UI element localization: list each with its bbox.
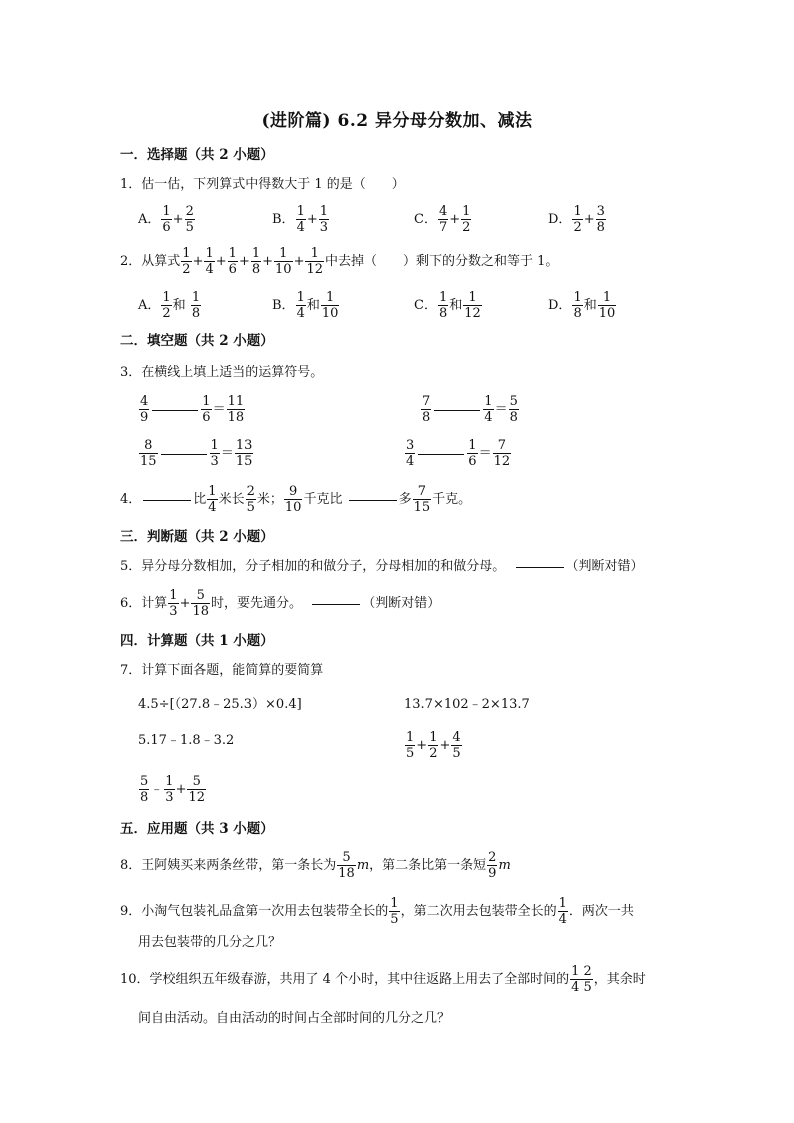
q1-option-c <box>414 204 472 235</box>
and-word: 和 <box>583 298 597 313</box>
q9-prefix: 9．小淘气包装礼品盒第一次用去包装带全长的 <box>120 904 389 919</box>
plus-sign: + <box>583 211 595 227</box>
q4-number: 4． <box>120 492 142 507</box>
answer-blank[interactable] <box>516 566 564 568</box>
option-label: C． <box>414 212 437 227</box>
fraction: $\frac{4}{7}$ <box>438 204 448 235</box>
fraction: $\frac{1}{6}$ <box>202 394 211 425</box>
plus-sign: + <box>439 737 451 753</box>
fraction: $\frac{1}{3}$ <box>165 774 174 805</box>
fraction: $\frac{1}{2}$ <box>573 204 582 235</box>
q4-text: 米； <box>256 492 283 507</box>
fraction: $\frac{7}{15}$ <box>413 484 431 515</box>
option-label: D． <box>548 298 572 313</box>
fraction: $\frac{3}{8}$ <box>596 204 605 235</box>
q4-text: 多 <box>398 492 412 507</box>
option-label: B． <box>272 212 295 227</box>
fraction: $\frac{1}{12}$ <box>306 246 324 277</box>
q6-prefix: 6．计算 <box>120 596 168 611</box>
fraction: $\frac{1}{2}$ <box>462 204 471 235</box>
fraction: $\frac{1}{4}$ <box>208 484 217 515</box>
question-2-stem <box>120 246 558 277</box>
fraction: $\frac{1}{8}$ <box>438 290 448 321</box>
q4-text: 千克。 <box>432 492 472 507</box>
fraction: $\frac{1}{2}$ <box>429 730 438 761</box>
plus-sign: + <box>175 781 187 797</box>
fraction: $\frac{1}{4}$ <box>558 896 567 927</box>
question-3-stem: 3．在横线上填上适当的运算符号。 <box>120 365 324 380</box>
q8-middle: ，第二条比第一条短 <box>369 858 487 873</box>
question-10-line-1 <box>120 964 646 995</box>
fraction: $\frac{9}{10}$ <box>284 484 302 515</box>
q3-row-3 <box>138 438 254 469</box>
fraction: $\frac{1}{12}$ <box>464 290 481 321</box>
plus-sign: + <box>192 253 204 269</box>
option-label: A． <box>138 212 161 227</box>
equals-sign: ＝ <box>220 446 234 461</box>
fraction: $\frac{1}{10}$ <box>321 290 339 321</box>
fraction: $\frac{1}{3}$ <box>319 204 329 235</box>
q9-middle: ，第二次用去包装带全长的 <box>400 904 557 919</box>
calc-expression-3: 5.17﹣1.8﹣3.2 <box>138 733 235 748</box>
fraction: $\frac{7}{8}$ <box>422 394 431 425</box>
q2-option-a <box>138 290 202 321</box>
fraction: $\frac{4}{9}$ <box>140 394 149 425</box>
q2-option-b <box>272 290 340 321</box>
fraction: $\frac{1}{4}$ <box>484 394 493 425</box>
q4-text: 比 <box>193 492 207 507</box>
answer-blank[interactable] <box>418 453 464 455</box>
minus-sign: ﹣ <box>150 781 164 797</box>
fraction: $\frac{2}{9}$ <box>488 850 497 881</box>
fraction: $\frac{3}{4}$ <box>406 438 415 469</box>
plus-sign: + <box>179 595 191 611</box>
section-heading-judge: 三．判断题（共 2 小题） <box>120 529 274 545</box>
q2-prefix: 2．从算式 <box>120 254 181 269</box>
q3-row-4 <box>404 438 512 469</box>
fraction: $\frac{1}{8}$ <box>191 290 201 321</box>
equals-sign: ＝ <box>494 402 508 417</box>
q2-option-c <box>414 290 483 321</box>
question-10-line-2: 间自由活动。自由活动的时间占全部时间的几分之几？ <box>138 1011 451 1026</box>
question-9-line-1 <box>120 896 634 927</box>
plus-sign: + <box>172 211 184 227</box>
answer-blank[interactable] <box>349 499 397 501</box>
fraction: $\frac{1}{6}$ <box>228 246 237 277</box>
question-5 <box>120 558 644 576</box>
fraction: $\frac{5}{18}$ <box>338 850 355 881</box>
q10-suffix: ，其余时 <box>593 972 646 987</box>
fraction: $\frac{1}{8}$ <box>573 290 582 321</box>
unit-m: m <box>498 858 511 873</box>
fraction: $\frac{13}{15}$ <box>235 438 253 469</box>
section-heading-choice: 一．选择题（共 2 小题） <box>120 147 274 163</box>
fraction: $\frac{5}{8}$ <box>140 774 149 805</box>
fraction: $\frac{5}{18}$ <box>192 588 210 619</box>
q10-prefix: 10．学校组织五年级春游，共用了 4 个小时，其中往返路上用去了全部时间的 <box>120 972 570 987</box>
q8-prefix: 8．王阿姨买来两条丝带，第一条长为 <box>120 858 337 873</box>
question-6 <box>120 588 440 619</box>
fraction: $\frac{2}{5}$ <box>246 484 255 515</box>
q4-text: 千克比 <box>303 492 343 507</box>
fraction: $\frac{1}{4}$ <box>296 204 305 235</box>
calc-expression-5 <box>138 774 207 805</box>
section-heading-application: 五．应用题（共 3 小题） <box>120 821 274 837</box>
q6-tail: （判断对错） <box>362 596 441 611</box>
option-label: B． <box>272 298 295 313</box>
equals-sign: ＝ <box>212 402 226 417</box>
option-label: A． <box>138 298 161 313</box>
fraction: $\frac{1}{2}$ <box>182 246 191 277</box>
fraction: $\frac{1 2}{4 5}$ <box>571 964 592 995</box>
and-word: 和 <box>449 298 463 313</box>
plus-sign: + <box>306 211 318 227</box>
fraction: $\frac{1}{3}$ <box>169 588 178 619</box>
calc-expression-4 <box>404 730 463 761</box>
page-title: (进阶篇) 6.2 异分母分数加、减法 <box>261 111 533 131</box>
plus-sign: + <box>416 737 428 753</box>
question-7-stem: 7．计算下面各题，能简算的要简算 <box>120 663 324 678</box>
fraction: $\frac{1}{10}$ <box>598 290 616 321</box>
q9-suffix: ．两次一共 <box>568 904 634 919</box>
fraction: $\frac{1}{6}$ <box>468 438 477 469</box>
answer-blank[interactable] <box>161 453 207 455</box>
fraction: $\frac{11}{18}$ <box>227 394 245 425</box>
fraction: $\frac{1}{2}$ <box>162 290 171 321</box>
fraction: $\frac{7}{12}$ <box>493 438 511 469</box>
q4-text: 米长 <box>218 492 245 507</box>
and-word: 和 <box>306 298 320 313</box>
fraction: $\frac{2}{5}$ <box>185 204 194 235</box>
q2-option-d <box>548 290 617 321</box>
q5-stem: 5．异分母分数相加，分子相加的和做分子，分母相加的和做分母。 <box>120 559 506 574</box>
q3-row-2 <box>420 394 520 425</box>
fraction: $\frac{1}{4}$ <box>296 290 305 321</box>
fraction: $\frac{1}{3}$ <box>210 438 219 469</box>
plus-sign: + <box>449 211 461 227</box>
q5-tail: （判断对错） <box>565 559 644 574</box>
question-4 <box>120 484 471 515</box>
fraction: $\frac{5}{12}$ <box>188 774 206 805</box>
q1-option-a <box>138 204 196 235</box>
answer-blank[interactable] <box>312 603 360 605</box>
calc-expression-2: 13.7×102﹣2×13.7 <box>404 697 530 712</box>
plus-sign: + <box>238 253 250 269</box>
q2-suffix: 中去掉（ ）剩下的分数之和等于 1。 <box>325 254 559 269</box>
answer-blank[interactable] <box>152 409 198 411</box>
fraction: $\frac{1}{4}$ <box>205 246 214 277</box>
plus-sign: + <box>293 253 305 269</box>
plus-sign: + <box>215 253 227 269</box>
question-9-line-2: 用去包装带的几分之几？ <box>138 935 282 950</box>
fraction: $\frac{1}{8}$ <box>251 246 261 277</box>
option-label: C． <box>414 298 437 313</box>
fraction: $\frac{8}{15}$ <box>140 438 157 469</box>
answer-blank[interactable] <box>143 499 191 501</box>
fraction: $\frac{1}{5}$ <box>390 896 399 927</box>
fraction: $\frac{1}{6}$ <box>162 204 171 235</box>
q1-option-d <box>548 204 607 235</box>
fraction: $\frac{5}{8}$ <box>509 394 518 425</box>
equals-sign: ＝ <box>478 446 492 461</box>
question-1-stem: 1．估一估，下列算式中得数大于 1 的是（ ） <box>120 177 405 192</box>
option-label: D． <box>548 212 572 227</box>
fraction: $\frac{1}{10}$ <box>275 246 292 277</box>
answer-blank[interactable] <box>434 409 480 411</box>
q1-option-b <box>272 204 330 235</box>
unit-m: m <box>356 858 370 873</box>
q3-row-1 <box>138 394 246 425</box>
q6-suffix: 时，要先通分。 <box>211 596 303 611</box>
and-word: 和 <box>172 298 186 313</box>
plus-sign: + <box>262 253 274 269</box>
section-heading-calc: 四．计算题（共 1 小题） <box>120 633 274 649</box>
calc-expression-1: 4.5÷[（27.8﹣25.3）×0.4] <box>138 697 302 712</box>
fraction: $\frac{4}{5}$ <box>452 730 461 761</box>
question-8 <box>120 850 511 881</box>
section-heading-fill: 二．填空题（共 2 小题） <box>120 333 274 349</box>
fraction: $\frac{1}{5}$ <box>406 730 415 761</box>
